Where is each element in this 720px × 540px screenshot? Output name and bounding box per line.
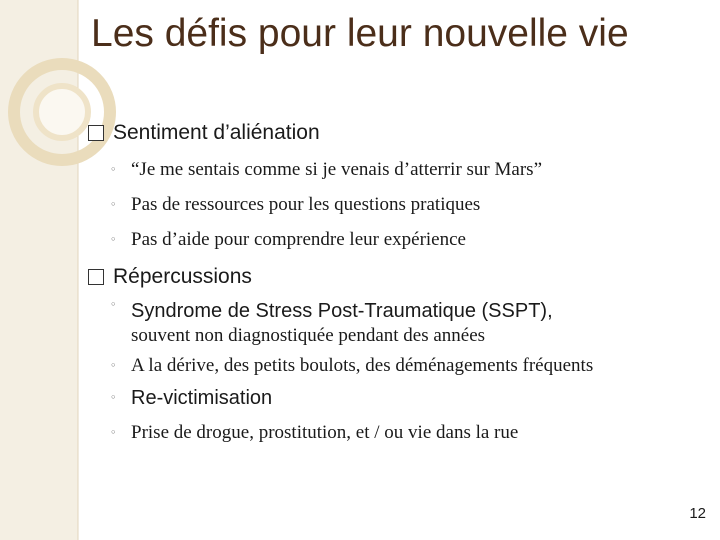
list-item-text: Pas d’aide pour comprendre leur expérience bbox=[131, 229, 466, 250]
circle-bullet-icon: ◦ bbox=[110, 233, 117, 246]
slide-content bbox=[88, 120, 688, 445]
list-item-text: Pas de ressources pour les questions pratiques bbox=[131, 194, 481, 215]
list-item bbox=[88, 158, 688, 182]
circle-bullet-icon: ◦ bbox=[110, 163, 117, 176]
list-item-text: Prise de drogue, prostitution, et / ou vie dans la rue bbox=[131, 422, 519, 443]
checkbox-bullet-icon bbox=[88, 269, 104, 285]
list-item bbox=[88, 193, 688, 217]
list-item-text: Re-victimisation bbox=[131, 387, 273, 409]
circle-bullet-icon: ◦ bbox=[110, 198, 117, 211]
decorative-ring-small bbox=[36, 86, 88, 138]
section-heading-text: Sentiment d’aliénation bbox=[113, 121, 320, 144]
section-heading bbox=[88, 264, 688, 290]
list-item bbox=[88, 298, 688, 348]
section-heading-text: Répercussions bbox=[113, 265, 252, 288]
circle-bullet-icon: ◦ bbox=[110, 298, 117, 311]
list-item bbox=[88, 228, 688, 252]
circle-bullet-icon: ◦ bbox=[110, 426, 117, 439]
list-item bbox=[88, 421, 688, 445]
slide-title: Les défis pour leur nouvelle vie bbox=[91, 12, 629, 55]
circle-bullet-icon: ◦ bbox=[110, 359, 117, 372]
section-heading bbox=[88, 120, 688, 146]
page-number: 12 bbox=[689, 505, 706, 522]
checkbox-bullet-icon bbox=[88, 125, 104, 141]
left-accent-band bbox=[0, 0, 78, 540]
list-item bbox=[88, 385, 688, 411]
list-item-continuation-text: souvent non diagnostiquée pendant des années bbox=[131, 325, 486, 346]
list-item-text: A la dérive, des petits boulots, des déménagements fréquents bbox=[131, 355, 594, 376]
list-item-text: “Je me sentais comme si je venais d’atterrir sur Mars” bbox=[131, 159, 542, 180]
list-item bbox=[88, 354, 671, 378]
circle-bullet-icon: ◦ bbox=[110, 391, 117, 404]
list-item-text: Syndrome de Stress Post-Traumatique (SSPT), bbox=[131, 300, 553, 322]
